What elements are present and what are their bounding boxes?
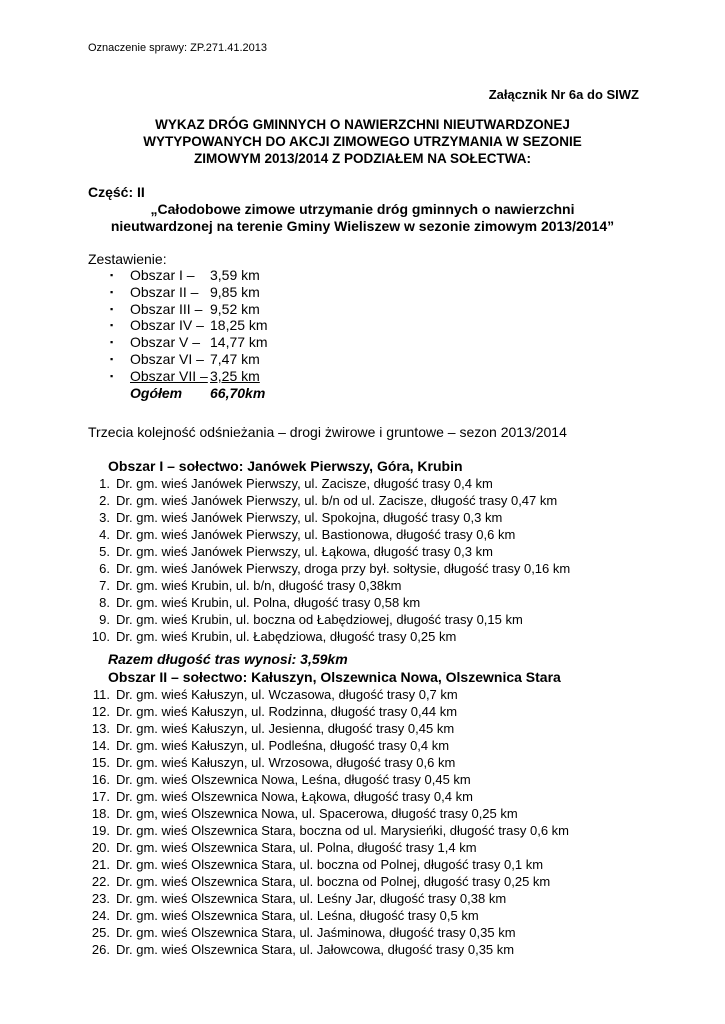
total-value: 66,70km bbox=[210, 384, 266, 401]
area-name: Obszar VI – bbox=[130, 350, 204, 367]
area-section bbox=[88, 458, 571, 667]
item-text: Dr. gm. wieś Krubin, ul. b/n, długość trasy 0,38km bbox=[116, 578, 402, 593]
area-name: Obszar V – bbox=[130, 334, 201, 351]
item-text: Dr. gm. wieś Olszewnica Stara, ul. Leśna, długość trasy 0,5 km bbox=[116, 908, 479, 923]
item-number: 8. bbox=[99, 595, 110, 610]
intro-text: Trzecia kolejność odśnieżania – drogi żwirowe i gruntowe – sezon 2013/2014 bbox=[88, 424, 567, 440]
item-number: 14. bbox=[91, 738, 110, 753]
item-text: Dr. gm. wieś Kałuszyn, ul. Podleśna, długość trasy 0,4 km bbox=[116, 738, 450, 753]
section-heading: Obszar II – sołectwo: Kałuszyn, Olszewnica Nowa, Olszewnica Stara bbox=[108, 669, 561, 685]
item-number: 1. bbox=[99, 476, 110, 491]
bullet-icon: ▪ bbox=[110, 337, 114, 348]
item-number: 26. bbox=[91, 942, 110, 957]
list-item bbox=[88, 560, 571, 577]
item-number: 2. bbox=[99, 493, 110, 508]
area-length: 18,25 km bbox=[210, 317, 268, 334]
total-label: Ogółem bbox=[130, 384, 183, 401]
item-text: Dr. gm. wieś Krubin, ul. Łabędziowa, długość trasy 0,25 km bbox=[116, 629, 457, 644]
area-name: Obszar IV – bbox=[130, 317, 204, 334]
list-item bbox=[88, 475, 493, 492]
title-line: ZIMOWYM 2013/2014 Z PODZIAŁEM NA SOŁECTWA: bbox=[193, 151, 532, 166]
list-item bbox=[88, 805, 561, 822]
list-item bbox=[88, 856, 561, 873]
bullet-icon: ▪ bbox=[110, 286, 114, 297]
list-item bbox=[88, 907, 561, 924]
item-number: 25. bbox=[91, 925, 110, 940]
list-item bbox=[88, 509, 503, 526]
item-text: Dr. gm. wieś Janówek Pierwszy, ul. Zacisze, długość trasy 0,4 km bbox=[116, 476, 493, 491]
item-number: 3. bbox=[99, 510, 110, 525]
list-item bbox=[88, 628, 463, 645]
title-line: WYKAZ DRÓG GMINNYCH O NAWIERZCHNI NIEUTWARDZONEJ bbox=[155, 117, 570, 132]
area-length: 3,59 km bbox=[210, 267, 260, 283]
list-item bbox=[88, 611, 523, 628]
item-text: Dr. gm. wieś Olszewnica Nowa, Łąkowa, długość trasy 0,4 km bbox=[116, 789, 473, 804]
section-total: Razem długość tras wynosi: 3,59km bbox=[108, 651, 348, 667]
list-item bbox=[88, 839, 561, 856]
area-section bbox=[88, 669, 570, 958]
item-number: 9. bbox=[99, 612, 110, 627]
area-length: 9,52 km bbox=[210, 300, 260, 317]
case-reference: Oznaczenie sprawy: ZP.271.41.2013 bbox=[88, 42, 267, 54]
road-list bbox=[88, 686, 570, 958]
area-name: Obszar II – bbox=[130, 283, 199, 300]
item-text: Dr. gm. wieś Olszewnica Stara, boczna od ul. Marysieńki, długość trasy 0,6 km bbox=[116, 823, 570, 838]
item-text: Dr. gm. wieś Janówek Pierwszy, ul. b/n od ul. Zacisze, długość trasy 0,47 km bbox=[116, 493, 558, 508]
document-title bbox=[60, 116, 665, 167]
area-name: Obszar III – bbox=[130, 300, 203, 317]
item-number: 5. bbox=[99, 544, 110, 559]
bullet-icon: ▪ bbox=[110, 320, 114, 331]
item-text: Dr. gm. wieś Janówek Pierwszy, ul. Bastionowa, długość trasy 0,6 km bbox=[116, 527, 516, 542]
item-number: 19. bbox=[91, 823, 110, 838]
item-number: 23. bbox=[91, 891, 110, 906]
list-item bbox=[88, 873, 561, 890]
road-list bbox=[88, 475, 571, 645]
item-text: Dr. gm. wieś Kałuszyn, ul. Jesienna, długość trasy 0,45 km bbox=[116, 721, 455, 736]
list-item bbox=[88, 492, 558, 509]
item-text: Dr. gm. wieś Kałuszyn, ul. Wczasowa, długość trasy 0,7 km bbox=[116, 687, 458, 702]
area-name: Obszar I – bbox=[130, 267, 195, 283]
item-number: 18. bbox=[91, 806, 110, 821]
list-item bbox=[88, 720, 561, 737]
list-item bbox=[88, 788, 561, 805]
list-item bbox=[88, 737, 561, 754]
item-text: Dr. gm. wieś Janówek Pierwszy, droga przy był. sołtysie, długość trasy 0,16 km bbox=[116, 561, 571, 576]
item-number: 20. bbox=[91, 840, 110, 855]
list-item bbox=[88, 543, 493, 560]
area-length: 14,77 km bbox=[210, 334, 268, 351]
list-item bbox=[88, 686, 561, 703]
area-name: Obszar VII – bbox=[130, 367, 208, 384]
bullet-icon: ▪ bbox=[110, 270, 114, 280]
item-number: 16. bbox=[91, 772, 110, 787]
item-number: 6. bbox=[99, 561, 110, 576]
item-text: Dr. gm. wieś Olszewnica Stara, ul. Polna, długość trasy 1,4 km bbox=[116, 840, 477, 855]
item-number: 4. bbox=[99, 527, 110, 542]
list-item bbox=[88, 703, 561, 720]
list-item bbox=[88, 941, 561, 958]
item-number: 12. bbox=[91, 704, 110, 719]
bullet-icon: ▪ bbox=[110, 353, 114, 364]
item-number: 7. bbox=[99, 578, 110, 593]
subtitle-line: „Całodobowe zimowe utrzymanie dróg gminnych o nawierzchni bbox=[150, 201, 575, 217]
bullet-icon: ▪ bbox=[110, 370, 114, 381]
area-length: 3,25 km bbox=[210, 367, 260, 384]
item-text: Dr. gm. wieś Janówek Pierwszy, ul. Łąkowa, długość trasy 0,3 km bbox=[116, 544, 493, 559]
item-text: Dr. gm. wieś Olszewnica Nowa, Leśna, długość trasy 0,45 km bbox=[116, 772, 471, 787]
item-text: Dr. gm. wieś Krubin, ul. Polna, długość trasy 0,58 km bbox=[116, 595, 421, 610]
item-number: 13. bbox=[91, 721, 110, 736]
item-number: 21. bbox=[91, 857, 110, 872]
list-item bbox=[88, 577, 463, 594]
list-item bbox=[88, 771, 561, 788]
item-text: Dr. gm. wieś Kałuszyn, ul. Wrzosowa, długość trasy 0,6 km bbox=[116, 755, 456, 770]
list-item bbox=[88, 822, 570, 839]
item-number: 11. bbox=[92, 687, 110, 702]
part-label: Część: II bbox=[88, 184, 145, 200]
item-number: 17. bbox=[91, 789, 110, 804]
item-text: Dr. gm. wieś Olszewnica Stara, ul. Jaśminowa, długość trasy 0,35 km bbox=[116, 925, 516, 940]
list-item bbox=[88, 754, 561, 771]
item-text: Dr. gm. wieś Janówek Pierwszy, ul. Spokojna, długość trasy 0,3 km bbox=[116, 510, 503, 525]
list-item bbox=[88, 526, 516, 543]
list-item bbox=[88, 924, 561, 941]
list-item bbox=[88, 594, 463, 611]
item-number: 10. bbox=[91, 629, 110, 644]
area-length: 9,85 km bbox=[210, 283, 260, 300]
item-text: Dr. gm, wieś Olszewnica Nowa, ul. Spacerowa, długość trasy 0,25 km bbox=[116, 806, 518, 821]
title-line: WYTYPOWANYCH DO AKCJI ZIMOWEGO UTRZYMANIA W SEZONIE bbox=[143, 134, 582, 149]
item-number: 24. bbox=[91, 908, 110, 923]
item-text: Dr. gm. wieś Olszewnica Stara, ul. boczna od Polnej, długość trasy 0,25 km bbox=[116, 874, 551, 889]
item-text: Dr. gm. wieś Olszewnica Stara, ul. boczna od Polnej, długość trasy 0,1 km bbox=[116, 857, 544, 872]
subtitle-line: nieutwardzonej na terenie Gminy Wieliszew w sezonie zimowym 2013/2014” bbox=[110, 218, 615, 234]
item-text: Dr. gm. wieś Kałuszyn, ul. Rodzinna, długość trasy 0,44 km bbox=[116, 704, 458, 719]
item-text: Dr. gm. wieś Krubin, ul. boczna od Łabędziowej, długość trasy 0,15 km bbox=[116, 612, 523, 627]
section-heading: Obszar I – sołectwo: Janówek Pierwszy, Góra, Krubin bbox=[108, 458, 463, 474]
summary-label: Zestawienie: bbox=[88, 251, 167, 267]
part-subtitle bbox=[70, 201, 655, 235]
item-number: 15. bbox=[91, 755, 110, 770]
item-text: Dr. gm. wieś Olszewnica Stara, ul. Leśny Jar, długość trasy 0,38 km bbox=[116, 891, 507, 906]
list-item bbox=[88, 890, 561, 907]
bullet-icon: ▪ bbox=[110, 303, 114, 314]
item-text: Dr. gm. wieś Olszewnica Stara, ul. Jałowcowa, długość trasy 0,35 km bbox=[116, 942, 515, 957]
area-length: 7,47 km bbox=[210, 350, 260, 367]
annex-label: Załącznik Nr 6a do SIWZ bbox=[488, 87, 639, 102]
item-number: 22. bbox=[91, 874, 110, 889]
